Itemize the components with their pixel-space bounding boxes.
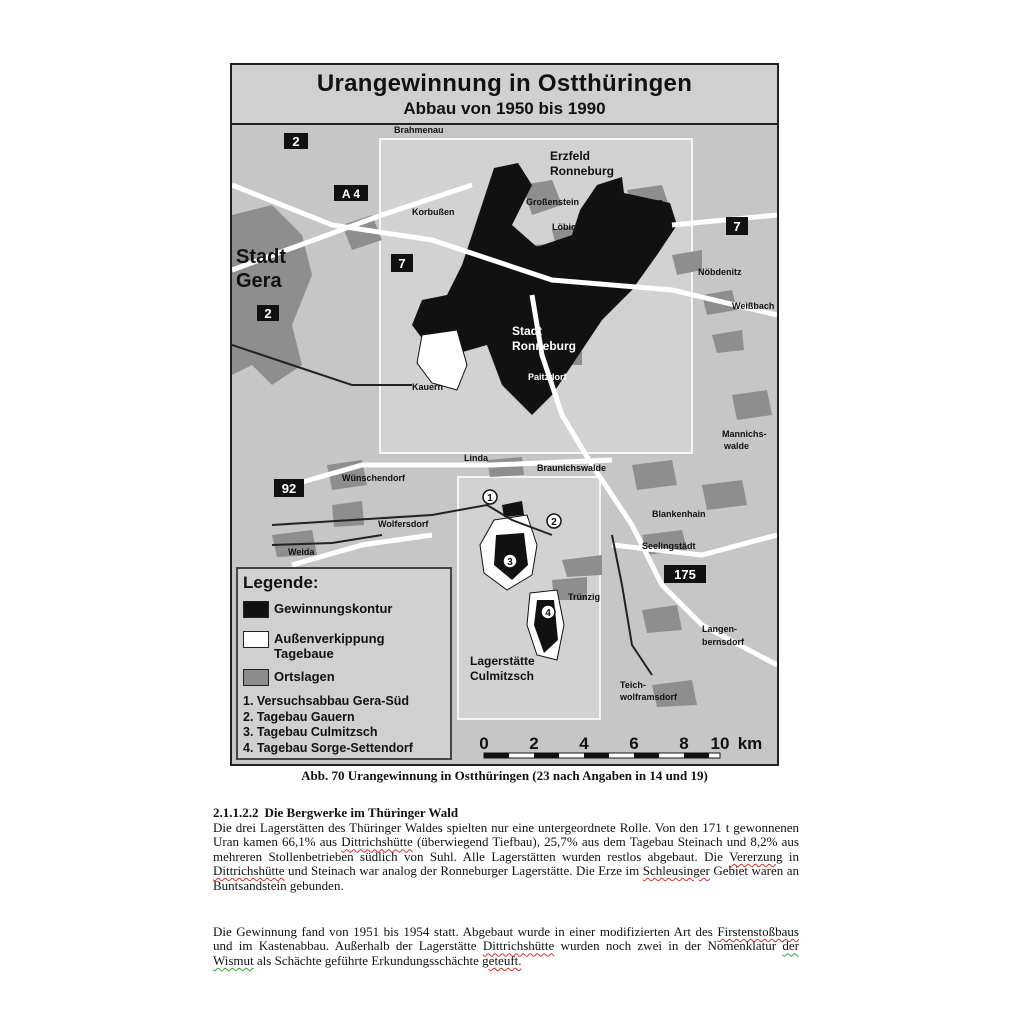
label-wuenschendorf: Wünschendorf bbox=[342, 473, 405, 483]
scale-bar bbox=[478, 733, 778, 763]
label-loebichau: Löbichau bbox=[552, 222, 592, 232]
legend-title: Legende: bbox=[243, 573, 319, 592]
legend-site-2: 2. Tagebau Gauern bbox=[243, 709, 355, 724]
site-marker-3 bbox=[503, 554, 517, 568]
label-mannichswalde: Mannichs- bbox=[722, 429, 767, 439]
site-marker-4 bbox=[541, 605, 555, 619]
swatch-dump bbox=[243, 631, 269, 648]
svg-text:4: 4 bbox=[545, 608, 551, 619]
map-title-box bbox=[232, 65, 777, 125]
svg-text:175: 175 bbox=[674, 567, 696, 582]
map-title: Urangewinnung in Ostthüringen bbox=[316, 70, 693, 97]
label-mannichswalde-2: walde bbox=[724, 441, 750, 451]
label-langenbernsdorf-2: bernsdorf bbox=[702, 637, 745, 647]
label-noebdenitz: Nöbdenitz bbox=[698, 267, 742, 277]
svg-text:2: 2 bbox=[529, 734, 539, 753]
svg-text:km: km bbox=[737, 734, 763, 753]
legend-site-1: 1. Versuchsabbau Gera-Süd bbox=[243, 694, 410, 708]
label-gera: Gera bbox=[236, 270, 282, 292]
label-seelingstaedt: Seelingstädt bbox=[642, 541, 696, 551]
label-grossenstein: Großenstein bbox=[526, 197, 580, 207]
svg-text:7: 7 bbox=[733, 219, 741, 234]
legend-site-list bbox=[243, 694, 413, 756]
road-shield-7-west bbox=[391, 254, 413, 272]
label-teichwolframsdorf-2: wolframsdorf bbox=[620, 692, 678, 702]
svg-text:1: 1 bbox=[487, 493, 493, 504]
svg-text:6: 6 bbox=[629, 734, 639, 753]
label-weida: Weida bbox=[288, 547, 315, 557]
svg-text:4: 4 bbox=[579, 734, 589, 753]
svg-text:8: 8 bbox=[679, 734, 689, 753]
label-erzfeld: Erzfeld bbox=[550, 149, 591, 163]
figure-caption: Abb. 70 Urangewinnung in Ostthüringen (23 nach Angaben in 14 und 19) bbox=[301, 768, 708, 783]
label-kauern: Kauern bbox=[412, 382, 444, 392]
label-brahmenau: Brahmenau bbox=[394, 125, 444, 135]
site-marker-1 bbox=[483, 490, 497, 504]
section-title: Die Bergwerke im Thüringer Wald bbox=[264, 805, 459, 820]
map-legend bbox=[236, 567, 452, 760]
label-blankenhain: Blankenhain bbox=[652, 509, 706, 519]
swatch-settlement bbox=[243, 669, 269, 686]
label-langenbernsdorf: Langen- bbox=[702, 624, 737, 634]
legend-item-settlement: Ortslagen bbox=[243, 669, 335, 686]
paragraph-2: Die Gewinnung fand von 1951 bis 1954 statt. Abgebaut wurde in einer modifizierten Art des Firstenstoßbaus und im Kastenabbau. Außerhalb der Lagerstätte Dittrichshütte wurden noch zwei in der Nomenklatur der Wismut als Schächte geführte Erkundungsschächte geteuft. bbox=[213, 924, 800, 968]
svg-text:3: 3 bbox=[507, 557, 513, 568]
svg-text:2: 2 bbox=[292, 134, 300, 149]
road-shield-92 bbox=[274, 479, 304, 497]
legend-item-dump: Außenverkippung Tagebaue bbox=[243, 631, 385, 661]
site-marker-2 bbox=[547, 514, 561, 528]
label-culmitzsch: Culmitzsch bbox=[470, 669, 535, 683]
legend-site-4: 4. Tagebau Sorge-Settendorf bbox=[243, 740, 413, 755]
svg-text:92: 92 bbox=[281, 481, 297, 496]
road-shield-2-top bbox=[284, 133, 308, 149]
label-braunichswalde: Braunichswalde bbox=[537, 463, 607, 473]
svg-text:10: 10 bbox=[710, 734, 730, 753]
road-shield-2-gera bbox=[257, 305, 279, 321]
label-lagerstaette: Lagerstätte bbox=[470, 654, 535, 668]
legend-site-3: 3. Tagebau Culmitzsch bbox=[243, 725, 378, 739]
label-weissbach: Weißbach bbox=[732, 301, 775, 311]
label-drosen: Drosen bbox=[632, 197, 664, 207]
section-number: 2.1.1.2.2 bbox=[213, 805, 259, 820]
svg-text:A 4: A 4 bbox=[341, 187, 361, 201]
map-figure bbox=[230, 63, 779, 766]
svg-text:2: 2 bbox=[551, 517, 557, 528]
road-shield-175 bbox=[664, 565, 706, 583]
paragraph-1: Die drei Lagerstätten des Thüringer Waldes spielten nur eine untergeordnete Rolle. Von den 171 t gewonnenen Uran kamen 66,1% aus Dittrichshütte (überwiegend Tiefbau), 25,7% aus dem Tagebau Steinach und 8,2% aus mehreren Stollenbetrieben südlich von Suhl. Alle Lagerstätten wurden restlos abgebaut. Die Vererzung in Dittrichshütte und Steinach war analog der Ronneburger Lagerstätte. Die Erze im Schleusinger Gebiet waren an Buntsandstein gebunden. bbox=[213, 820, 799, 893]
swatch-mining bbox=[243, 601, 269, 618]
legend-item-mining: Gewinnungskontur bbox=[243, 601, 392, 618]
label-teichwolframsdorf: Teich- bbox=[620, 680, 646, 690]
svg-text:0: 0 bbox=[479, 734, 489, 753]
label-korbussen: Korbußen bbox=[412, 207, 455, 217]
road-shield-a4 bbox=[334, 185, 368, 201]
svg-text:7: 7 bbox=[398, 256, 406, 271]
label-stadt-ronneburg: Stadt bbox=[512, 324, 542, 338]
label-beerwalde: Beerwalde bbox=[524, 243, 570, 253]
road-shield-7-east bbox=[726, 217, 748, 235]
label-stadt-gera: Stadt bbox=[236, 246, 286, 268]
label-erzfeld-ronneburg: Ronneburg bbox=[550, 164, 614, 178]
label-linda: Linda bbox=[464, 453, 488, 463]
label-wolfersdorf: Wolfersdorf bbox=[378, 519, 429, 529]
label-paitzdorf: Paitzdorf bbox=[528, 372, 567, 382]
section-heading bbox=[213, 805, 458, 821]
map-subtitle: Abbau von 1950 bis 1990 bbox=[403, 99, 606, 118]
label-ronneburg: Ronneburg bbox=[512, 339, 576, 353]
label-truenzig: Trünzig bbox=[568, 592, 600, 602]
svg-text:2: 2 bbox=[264, 306, 272, 321]
